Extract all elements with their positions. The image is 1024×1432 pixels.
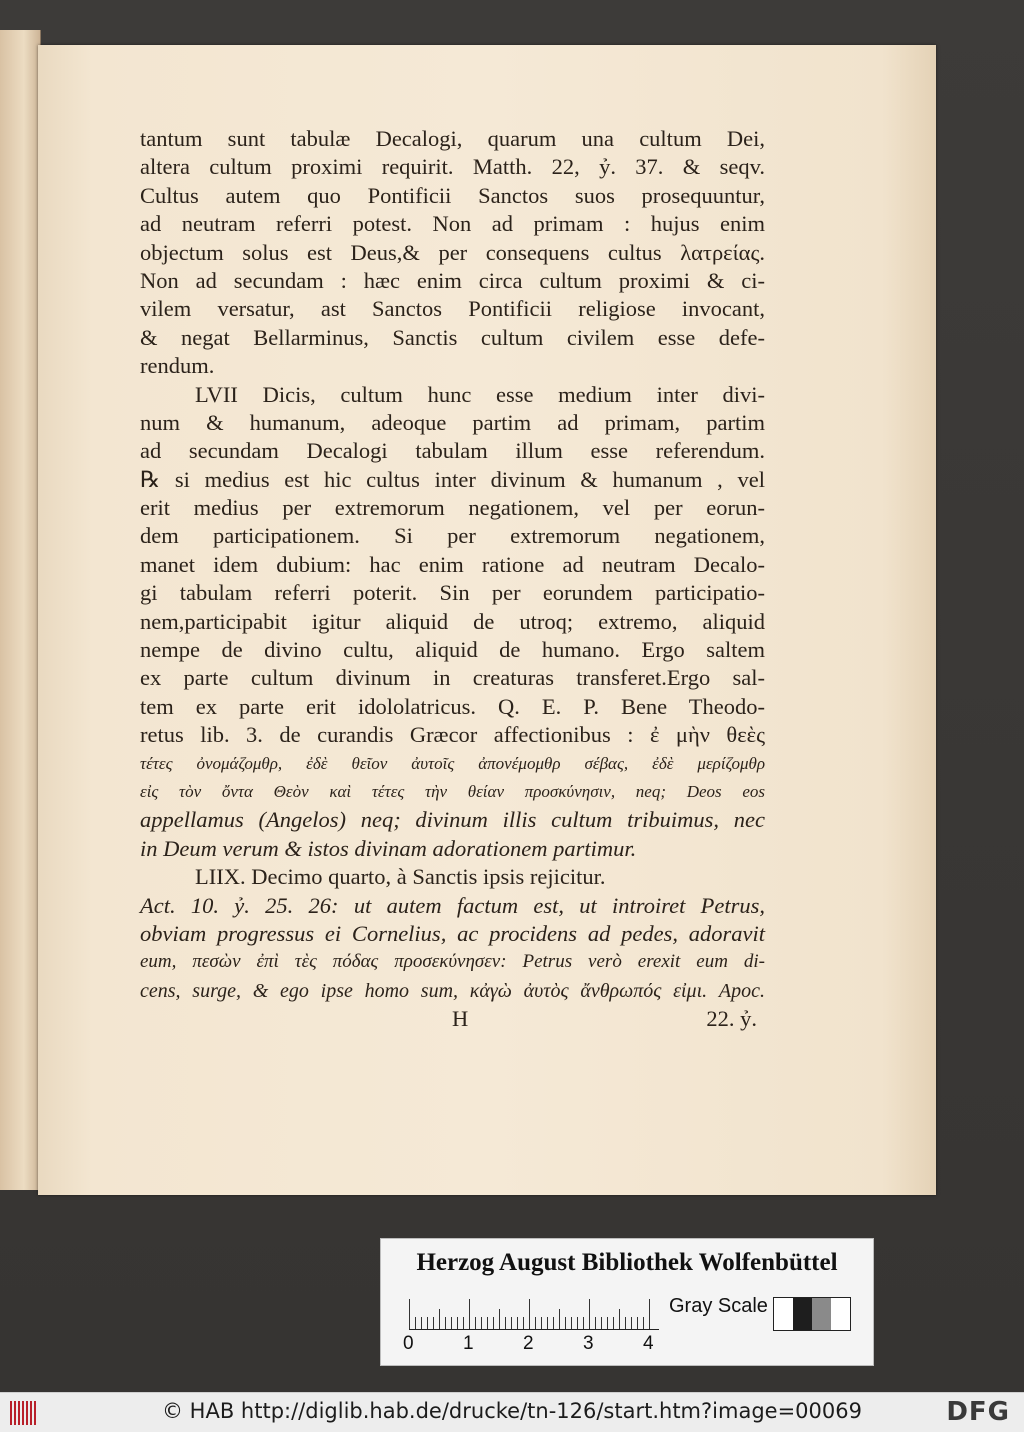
ruler-tick (595, 1317, 596, 1329)
ruler-tick (523, 1317, 524, 1329)
ruler-number: 0 (403, 1333, 414, 1354)
color-target-card (380, 1238, 874, 1366)
text-line: objectum solus est Deus,& per consequens cultus λατρείας. (140, 239, 765, 265)
text-line: erit medius per extremorum negationem, vel per eorun- (140, 495, 765, 521)
ruler-tick (649, 1299, 650, 1329)
ruler-number: 1 (463, 1333, 474, 1354)
ruler-tick (529, 1299, 530, 1329)
ruler-tick (451, 1317, 452, 1329)
greek-line: εἰς τὸν ὄντα Θεὸν καὶ τέτες τὴν θείαν προσκύνησιν, neq; Deos eos (140, 781, 765, 801)
facing-page-edge (0, 30, 41, 1190)
text-line: vilem versatur, ast Sanctos Pontificii religiose invocant, (140, 296, 765, 322)
ruler-tick (559, 1309, 560, 1329)
ruler-tick (535, 1317, 536, 1329)
ruler-tick (463, 1317, 464, 1329)
page-text-block (140, 125, 765, 1034)
text-line: rendum. (140, 353, 215, 379)
library-name: Herzog August Bibliothek Wolfenbüttel (416, 1249, 838, 1276)
ruler-number: 3 (583, 1333, 594, 1354)
text-line: manet idem dubium: hac enim ratione ad neutram Decalo- (140, 551, 765, 577)
footer-bar (0, 1392, 1024, 1432)
text-line: tem ex parte erit idololatricus. Q. E. P. Bene Theodo- (140, 693, 765, 719)
gray-swatch (831, 1298, 850, 1330)
ruler-tick (469, 1299, 470, 1329)
text-line: ad secundam Decalogi tabulam illum esse referendum. (140, 438, 765, 464)
ruler-tick (547, 1317, 548, 1329)
text-line: LIIX. Decimo quarto, à Sanctis ipsis rejicitur. (195, 864, 606, 890)
ruler-tick (481, 1317, 482, 1329)
text-line: obviam progressus ei Cornelius, ac procidens ad pedes, adoravit (140, 920, 765, 946)
text-line: ad neutram referri potest. Non ad primam : hujus enim (140, 211, 765, 237)
text-line: Non ad secundam : hæc enim circa cultum proximi & ci- (140, 267, 765, 293)
ruler-tick (613, 1317, 614, 1329)
text-line: appellamus (Angelos) neq; divinum illis cultum tribuimus, nec (140, 807, 765, 833)
ruler-tick (487, 1317, 488, 1329)
gray-swatch (812, 1298, 831, 1330)
ruler-tick (409, 1299, 410, 1329)
page-footer-line (140, 1005, 765, 1033)
ruler-tick (511, 1317, 512, 1329)
ruler-tick (643, 1317, 644, 1329)
signature-mark: H (452, 1006, 469, 1032)
ruler-tick (517, 1317, 518, 1329)
text-line: gi tabulam referri poterit. Sin per eorundem participatio- (140, 580, 765, 606)
ruler-tick (625, 1317, 626, 1329)
ruler-tick (421, 1317, 422, 1329)
text-line: nem,participabit igitur aliquid de utroq; extremo, aliquid (140, 608, 765, 634)
copyright-url[interactable]: © HAB http://diglib.hab.de/drucke/tn-126/start.htm?image=00069 (162, 1399, 862, 1423)
gray-scale-label: Gray Scale (669, 1295, 768, 1317)
ruler-tick (577, 1317, 578, 1329)
text-line: num & humanum, adeoque partim ad primam, partim (140, 409, 765, 435)
ruler-tick (415, 1317, 416, 1329)
ruler-tick (499, 1309, 500, 1329)
ruler-tick (601, 1317, 602, 1329)
text-line: nempe de divino cultu, aliquid de humano. Ergo saltem (140, 637, 765, 663)
ruler-numbers (403, 1333, 663, 1357)
text-line: Cultus autem quo Pontificii Sanctos suos prosequuntur, (140, 182, 765, 208)
text-line: altera cultum proximi requirit. Matth. 22, ỷ. 37. & seqv. (140, 154, 765, 180)
ruler-number: 2 (523, 1333, 534, 1354)
ruler-tick (553, 1317, 554, 1329)
gray-swatch (774, 1298, 793, 1330)
text-line: cens, surge, & ego ipse homo sum, κἀγὼ ἀυτὸς ἄνθρωπός εἰμι. Apoc. (140, 979, 765, 1002)
ruler-tick (433, 1317, 434, 1329)
text-line: & negat Bellarminus, Sanctis cultum civilem esse defe- (140, 324, 765, 350)
text-line: Act. 10. ỷ. 25. 26: ut autem factum est, ut introiret Petrus, (140, 892, 765, 918)
text-line: in Deum verum & istos divinam adorationem partimur. (140, 835, 637, 861)
gray-scale-swatches (773, 1297, 851, 1331)
ruler-tick (583, 1317, 584, 1329)
ruler-tick (565, 1317, 566, 1329)
ruler-tick (571, 1317, 572, 1329)
ruler-tick (445, 1317, 446, 1329)
text-line: tantum sunt tabulæ Decalogi, quarum una cultum Dei, (140, 126, 765, 151)
greek-line: τέτες ὀνομάζομθρ, ἐδὲ θεῖον ἀυτοῖς ἀπονέμομθρ σέβας, ἐδὲ μερίζομθρ (140, 753, 765, 773)
ruler-tick (631, 1317, 632, 1329)
text-line: retus lib. 3. de curandis Græcor affectionibus : ἐ μὴν θεὲς (140, 722, 765, 748)
gray-swatch (793, 1298, 812, 1330)
dfg-logo: DFG (946, 1397, 1010, 1427)
ruler-tick (541, 1317, 542, 1329)
text-line: ex parte cultum divinum in creaturas transferet.Ergo sal- (140, 665, 765, 691)
ruler-tick (493, 1317, 494, 1329)
ruler-tick (619, 1309, 620, 1329)
ruler-number: 4 (643, 1333, 654, 1354)
catchword: 22. ỷ. (706, 1006, 757, 1032)
ruler-tick (475, 1317, 476, 1329)
text-line: ℞ si medius est hic cultus inter divinum & humanum , vel (140, 466, 765, 492)
ruler-tick (637, 1317, 638, 1329)
ruler-tick (427, 1317, 428, 1329)
ruler-tick (457, 1317, 458, 1329)
ruler-tick (589, 1299, 590, 1329)
text-line: eum, πεσὼν ἐπὶ τὲς πόδας προσεκύνησεν: Petrus verò erexit eum di- (140, 951, 765, 973)
text-line: LVII Dicis, cultum hunc esse medium inter divi- (195, 381, 765, 407)
ruler-tick (439, 1309, 440, 1329)
ruler-tick (505, 1317, 506, 1329)
scale-ruler (409, 1295, 659, 1330)
text-line: dem participationem. Si per extremorum negationem, (140, 523, 765, 549)
ruler-tick (607, 1317, 608, 1329)
